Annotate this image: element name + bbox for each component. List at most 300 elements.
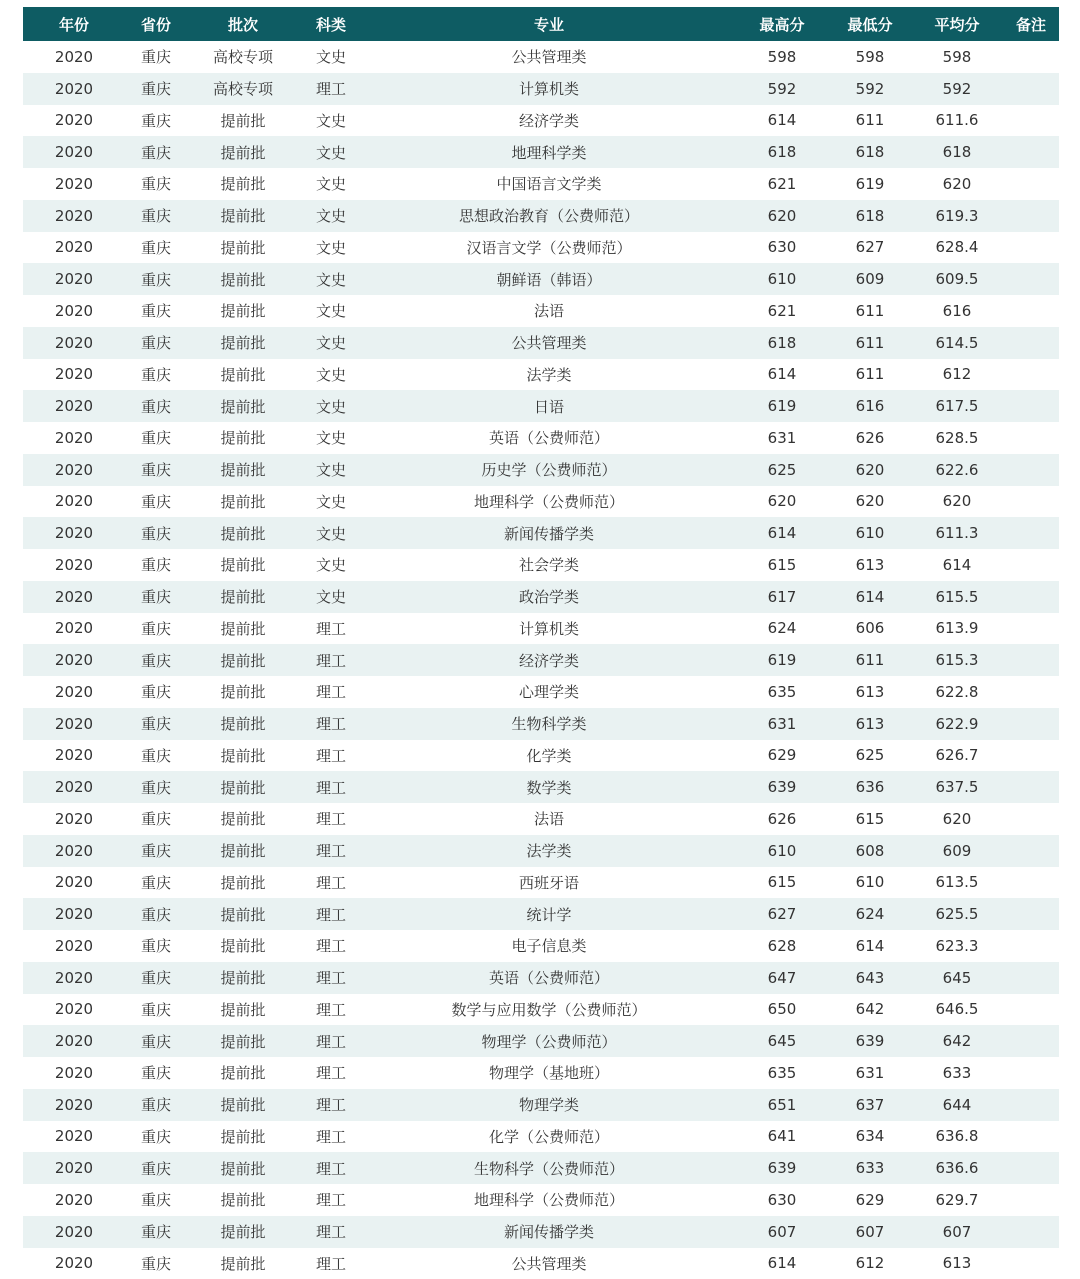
cell-max-score: 614 [735,1248,829,1279]
cell-min-score: 618 [829,200,911,232]
cell-max-score: 635 [735,1057,829,1089]
cell-category: 文史 [299,454,363,486]
cell-batch: 提前批 [187,295,299,327]
cell-category: 理工 [299,1152,363,1184]
cell-major: 生物科学（公费师范） [363,1152,735,1184]
cell-min-score: 639 [829,1025,911,1057]
cell-remark [1003,1216,1059,1248]
cell-min-score: 614 [829,930,911,962]
cell-batch: 提前批 [187,136,299,168]
cell-avg-score: 607 [911,1216,1003,1248]
table-row [23,1184,1059,1216]
cell-batch: 提前批 [187,105,299,137]
cell-major: 中国语言文学类 [363,168,735,200]
cell-max-score: 619 [735,390,829,422]
cell-major: 日语 [363,390,735,422]
cell-year: 2020 [23,613,125,645]
cell-remark [1003,200,1059,232]
cell-province: 重庆 [125,1184,187,1216]
cell-year: 2020 [23,390,125,422]
cell-min-score: 636 [829,771,911,803]
cell-remark [1003,1152,1059,1184]
cell-year: 2020 [23,708,125,740]
cell-year: 2020 [23,930,125,962]
header-avg-score: 平均分 [911,7,1003,41]
cell-category: 文史 [299,422,363,454]
cell-category: 理工 [299,740,363,772]
cell-province: 重庆 [125,1025,187,1057]
cell-category: 文史 [299,549,363,581]
cell-avg-score: 618 [911,136,1003,168]
cell-avg-score: 617.5 [911,390,1003,422]
cell-max-score: 651 [735,1089,829,1121]
cell-major: 地理科学（公费师范） [363,486,735,518]
cell-category: 文史 [299,168,363,200]
cell-min-score: 620 [829,454,911,486]
cell-batch: 提前批 [187,771,299,803]
cell-year: 2020 [23,136,125,168]
cell-avg-score: 628.5 [911,422,1003,454]
cell-batch: 提前批 [187,422,299,454]
cell-major: 生物科学类 [363,708,735,740]
cell-batch: 高校专项 [187,73,299,105]
cell-batch: 提前批 [187,740,299,772]
cell-max-score: 598 [735,41,829,73]
cell-year: 2020 [23,1089,125,1121]
cell-avg-score: 622.8 [911,676,1003,708]
cell-category: 文史 [299,517,363,549]
cell-province: 重庆 [125,1248,187,1279]
cell-batch: 提前批 [187,1248,299,1279]
cell-province: 重庆 [125,835,187,867]
cell-remark [1003,867,1059,899]
cell-category: 文史 [299,295,363,327]
cell-province: 重庆 [125,962,187,994]
header-major: 专业 [363,7,735,41]
table-row [23,486,1059,518]
cell-batch: 提前批 [187,1216,299,1248]
cell-major: 电子信息类 [363,930,735,962]
cell-major: 心理学类 [363,676,735,708]
table-row [23,1248,1059,1279]
cell-max-score: 618 [735,136,829,168]
cell-min-score: 611 [829,359,911,391]
cell-province: 重庆 [125,200,187,232]
cell-max-score: 614 [735,517,829,549]
cell-max-score: 624 [735,613,829,645]
cell-year: 2020 [23,740,125,772]
cell-batch: 提前批 [187,327,299,359]
cell-batch: 提前批 [187,1152,299,1184]
cell-year: 2020 [23,676,125,708]
cell-max-score: 610 [735,835,829,867]
cell-major: 法语 [363,295,735,327]
cell-min-score: 609 [829,263,911,295]
table-row [23,962,1059,994]
cell-max-score: 639 [735,1152,829,1184]
cell-min-score: 625 [829,740,911,772]
cell-remark [1003,1089,1059,1121]
cell-year: 2020 [23,359,125,391]
cell-province: 重庆 [125,1121,187,1153]
cell-max-score: 614 [735,105,829,137]
cell-province: 重庆 [125,708,187,740]
header-province: 省份 [125,7,187,41]
cell-category: 理工 [299,1057,363,1089]
cell-province: 重庆 [125,930,187,962]
cell-avg-score: 636.6 [911,1152,1003,1184]
cell-remark [1003,803,1059,835]
cell-major: 经济学类 [363,644,735,676]
cell-min-score: 611 [829,644,911,676]
cell-major: 数学与应用数学（公费师范） [363,994,735,1026]
cell-max-score: 619 [735,644,829,676]
cell-batch: 提前批 [187,517,299,549]
cell-batch: 高校专项 [187,41,299,73]
cell-year: 2020 [23,422,125,454]
cell-major: 计算机类 [363,73,735,105]
cell-remark [1003,676,1059,708]
cell-batch: 提前批 [187,867,299,899]
cell-category: 文史 [299,359,363,391]
cell-min-score: 619 [829,168,911,200]
cell-min-score: 614 [829,581,911,613]
cell-category: 理工 [299,1248,363,1279]
cell-category: 理工 [299,708,363,740]
cell-min-score: 611 [829,105,911,137]
cell-remark [1003,136,1059,168]
cell-remark [1003,454,1059,486]
cell-min-score: 616 [829,390,911,422]
cell-batch: 提前批 [187,930,299,962]
cell-province: 重庆 [125,549,187,581]
cell-province: 重庆 [125,422,187,454]
table-row [23,1025,1059,1057]
cell-batch: 提前批 [187,835,299,867]
cell-remark [1003,263,1059,295]
cell-batch: 提前批 [187,263,299,295]
table-row [23,803,1059,835]
cell-category: 理工 [299,994,363,1026]
cell-major: 数学类 [363,771,735,803]
cell-province: 重庆 [125,613,187,645]
cell-year: 2020 [23,1184,125,1216]
cell-avg-score: 646.5 [911,994,1003,1026]
cell-avg-score: 615.3 [911,644,1003,676]
cell-major: 物理学（基地班） [363,1057,735,1089]
cell-max-score: 631 [735,422,829,454]
cell-batch: 提前批 [187,962,299,994]
cell-year: 2020 [23,1152,125,1184]
cell-remark [1003,1025,1059,1057]
cell-remark [1003,517,1059,549]
table-row [23,168,1059,200]
cell-major: 社会学类 [363,549,735,581]
cell-min-score: 613 [829,676,911,708]
cell-year: 2020 [23,232,125,264]
cell-min-score: 624 [829,898,911,930]
cell-remark [1003,486,1059,518]
cell-major: 化学类 [363,740,735,772]
cell-year: 2020 [23,867,125,899]
cell-category: 文史 [299,486,363,518]
cell-year: 2020 [23,1216,125,1248]
cell-remark [1003,168,1059,200]
cell-province: 重庆 [125,41,187,73]
cell-min-score: 633 [829,1152,911,1184]
cell-remark [1003,581,1059,613]
cell-province: 重庆 [125,581,187,613]
cell-major: 经济学类 [363,105,735,137]
cell-batch: 提前批 [187,581,299,613]
cell-batch: 提前批 [187,613,299,645]
cell-max-score: 639 [735,771,829,803]
cell-max-score: 621 [735,295,829,327]
cell-major: 新闻传播学类 [363,517,735,549]
cell-max-score: 630 [735,232,829,264]
cell-avg-score: 636.8 [911,1121,1003,1153]
header-year: 年份 [23,7,125,41]
cell-max-score: 631 [735,708,829,740]
cell-remark [1003,962,1059,994]
table-row [23,1121,1059,1153]
cell-province: 重庆 [125,803,187,835]
cell-avg-score: 616 [911,295,1003,327]
cell-remark [1003,898,1059,930]
cell-avg-score: 613 [911,1248,1003,1279]
cell-avg-score: 615.5 [911,581,1003,613]
cell-major: 汉语言文学（公费师范） [363,232,735,264]
cell-min-score: 611 [829,327,911,359]
cell-category: 文史 [299,232,363,264]
cell-min-score: 613 [829,708,911,740]
cell-batch: 提前批 [187,708,299,740]
cell-province: 重庆 [125,136,187,168]
cell-major: 英语（公费师范） [363,962,735,994]
cell-max-score: 629 [735,740,829,772]
cell-max-score: 625 [735,454,829,486]
cell-avg-score: 611.6 [911,105,1003,137]
admission-score-table [23,7,1059,1279]
cell-max-score: 607 [735,1216,829,1248]
cell-province: 重庆 [125,1089,187,1121]
cell-major: 思想政治教育（公费师范） [363,200,735,232]
cell-category: 理工 [299,771,363,803]
table-row [23,708,1059,740]
cell-avg-score: 622.6 [911,454,1003,486]
table-row [23,105,1059,137]
cell-remark [1003,708,1059,740]
cell-major: 公共管理类 [363,41,735,73]
cell-remark [1003,41,1059,73]
table-row [23,295,1059,327]
cell-remark [1003,295,1059,327]
table-row [23,1216,1059,1248]
cell-remark [1003,994,1059,1026]
cell-major: 地理科学类 [363,136,735,168]
cell-major: 法学类 [363,835,735,867]
cell-category: 理工 [299,898,363,930]
table-row [23,263,1059,295]
cell-year: 2020 [23,105,125,137]
cell-min-score: 626 [829,422,911,454]
cell-min-score: 618 [829,136,911,168]
cell-year: 2020 [23,41,125,73]
cell-avg-score: 614 [911,549,1003,581]
table-row [23,454,1059,486]
cell-min-score: 608 [829,835,911,867]
table-row [23,1089,1059,1121]
cell-category: 理工 [299,803,363,835]
cell-major: 历史学（公费师范） [363,454,735,486]
cell-category: 理工 [299,1089,363,1121]
table-row [23,676,1059,708]
cell-remark [1003,105,1059,137]
cell-major: 化学（公费师范） [363,1121,735,1153]
cell-year: 2020 [23,898,125,930]
cell-province: 重庆 [125,1057,187,1089]
cell-avg-score: 626.7 [911,740,1003,772]
cell-min-score: 592 [829,73,911,105]
cell-category: 理工 [299,1216,363,1248]
header-min-score: 最低分 [829,7,911,41]
cell-major: 公共管理类 [363,1248,735,1279]
cell-major: 物理学（公费师范） [363,1025,735,1057]
cell-max-score: 615 [735,867,829,899]
cell-province: 重庆 [125,359,187,391]
cell-category: 文史 [299,41,363,73]
cell-min-score: 613 [829,549,911,581]
cell-min-score: 606 [829,613,911,645]
cell-province: 重庆 [125,454,187,486]
cell-year: 2020 [23,1057,125,1089]
cell-max-score: 618 [735,327,829,359]
cell-avg-score: 620 [911,803,1003,835]
cell-max-score: 645 [735,1025,829,1057]
cell-remark [1003,422,1059,454]
cell-min-score: 643 [829,962,911,994]
cell-major: 西班牙语 [363,867,735,899]
table-row [23,1057,1059,1089]
cell-category: 文史 [299,581,363,613]
cell-avg-score: 620 [911,486,1003,518]
cell-batch: 提前批 [187,898,299,930]
cell-avg-score: 629.7 [911,1184,1003,1216]
cell-year: 2020 [23,295,125,327]
cell-province: 重庆 [125,327,187,359]
cell-year: 2020 [23,73,125,105]
cell-min-score: 607 [829,1216,911,1248]
cell-avg-score: 609 [911,835,1003,867]
cell-major: 物理学类 [363,1089,735,1121]
cell-province: 重庆 [125,390,187,422]
cell-category: 理工 [299,867,363,899]
cell-province: 重庆 [125,1216,187,1248]
cell-batch: 提前批 [187,644,299,676]
cell-min-score: 642 [829,994,911,1026]
cell-avg-score: 611.3 [911,517,1003,549]
cell-province: 重庆 [125,73,187,105]
cell-category: 理工 [299,676,363,708]
cell-max-score: 650 [735,994,829,1026]
cell-major: 政治学类 [363,581,735,613]
table-row [23,644,1059,676]
cell-year: 2020 [23,168,125,200]
table-row [23,581,1059,613]
cell-category: 文史 [299,105,363,137]
cell-batch: 提前批 [187,200,299,232]
header-max-score: 最高分 [735,7,829,41]
cell-remark [1003,232,1059,264]
cell-avg-score: 619.3 [911,200,1003,232]
cell-avg-score: 645 [911,962,1003,994]
cell-remark [1003,1057,1059,1089]
cell-category: 文史 [299,263,363,295]
table-row [23,517,1059,549]
cell-remark [1003,740,1059,772]
cell-year: 2020 [23,1248,125,1279]
cell-max-score: 592 [735,73,829,105]
table-row [23,771,1059,803]
table-row [23,898,1059,930]
cell-batch: 提前批 [187,359,299,391]
cell-major: 公共管理类 [363,327,735,359]
cell-province: 重庆 [125,517,187,549]
table-row [23,867,1059,899]
cell-min-score: 610 [829,517,911,549]
cell-min-score: 615 [829,803,911,835]
table-row [23,1152,1059,1184]
cell-province: 重庆 [125,1152,187,1184]
cell-major: 朝鲜语（韩语） [363,263,735,295]
cell-max-score: 621 [735,168,829,200]
cell-category: 理工 [299,73,363,105]
cell-year: 2020 [23,327,125,359]
cell-batch: 提前批 [187,1089,299,1121]
cell-province: 重庆 [125,232,187,264]
cell-province: 重庆 [125,168,187,200]
cell-category: 理工 [299,962,363,994]
cell-min-score: 620 [829,486,911,518]
table-row [23,41,1059,73]
cell-max-score: 620 [735,486,829,518]
cell-avg-score: 644 [911,1089,1003,1121]
cell-year: 2020 [23,549,125,581]
table-row [23,232,1059,264]
cell-max-score: 647 [735,962,829,994]
cell-batch: 提前批 [187,486,299,518]
table-row [23,73,1059,105]
cell-batch: 提前批 [187,994,299,1026]
cell-avg-score: 623.3 [911,930,1003,962]
cell-province: 重庆 [125,486,187,518]
cell-category: 理工 [299,1025,363,1057]
cell-max-score: 620 [735,200,829,232]
cell-batch: 提前批 [187,232,299,264]
cell-min-score: 634 [829,1121,911,1153]
cell-max-score: 630 [735,1184,829,1216]
cell-batch: 提前批 [187,390,299,422]
header-remark: 备注 [1003,7,1059,41]
cell-remark [1003,613,1059,645]
cell-max-score: 617 [735,581,829,613]
cell-avg-score: 592 [911,73,1003,105]
table-row [23,994,1059,1026]
cell-max-score: 610 [735,263,829,295]
cell-max-score: 615 [735,549,829,581]
cell-remark [1003,771,1059,803]
cell-major: 地理科学（公费师范） [363,1184,735,1216]
